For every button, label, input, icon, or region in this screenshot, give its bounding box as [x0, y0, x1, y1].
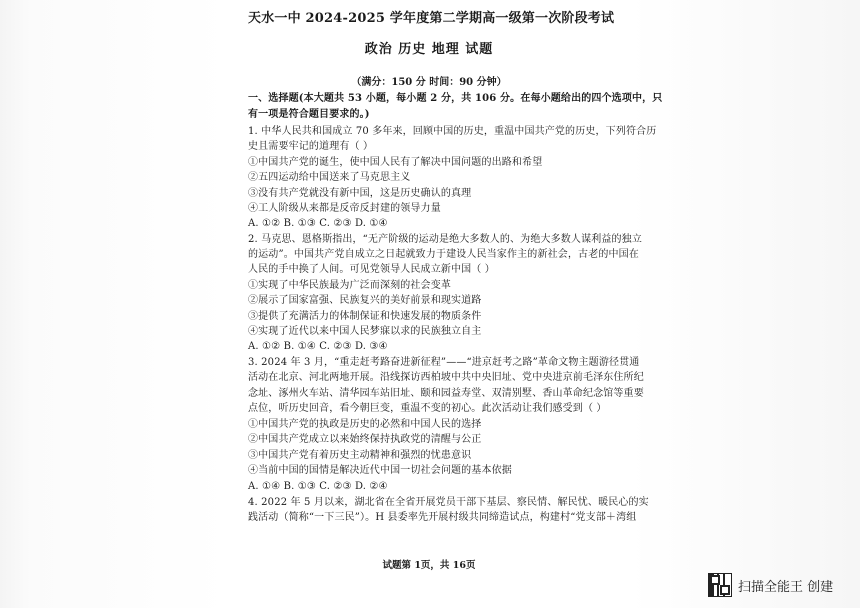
question-1-stem: 史且需要牢记的道理有（ ）: [248, 141, 374, 152]
question-1-option: ①中国共产党的诞生，使中国人民有了解决中国问题的出路和希望: [248, 157, 543, 168]
question-2-option: ②展示了国家富强、民族复兴的美好前景和现实道路: [248, 295, 482, 306]
question-2-option: ③提供了充满活力的体制保证和快速发展的物质条件: [248, 311, 482, 322]
exam-subtitle: 政治 历史 地理 试题: [364, 42, 494, 57]
watermark-text: 扫描全能王 创建: [738, 579, 834, 595]
section-heading: 有一项是符合题目要求的。): [248, 109, 370, 120]
question-2-stem: 2. 马克思、恩格斯指出，“无产阶级的运动是绝大多数人的、为绝大多数人谋利益的独立: [248, 234, 642, 245]
question-3-stem: 活动在北京、河北两地开展。沿线探访西柏坡中共中央旧址、党中央进京前毛泽东住所纪: [248, 372, 644, 383]
question-3-stem: 3. 2024 年 3 月，“重走赶考路奋进新征程”——“进京赶考之路”革命文物主题游径贯通: [248, 357, 640, 368]
question-1-option: ④工人阶级从来都是反帝反封建的领导力量: [248, 203, 441, 214]
question-3-stem: 念址、涿州火车站、清华园车站旧址、颐和园益寿堂、双清别墅、香山革命纪念馆等重要: [248, 388, 644, 399]
question-4-stem: 4. 2022 年 5 月以来，湖北省在全省开展党员干部下基层、察民情、解民忧、暖民心的实: [248, 497, 649, 508]
qr-code-icon: [708, 573, 732, 597]
question-2-option: ④实现了近代以来中国人民梦寐以求的民族独立自主: [248, 326, 482, 337]
question-1-option: ②五四运动给中国送来了马克思主义: [248, 172, 411, 183]
exam-meta: （满分：150 分 时间：90 分钟）: [351, 77, 507, 88]
question-1-stem: 1. 中华人民共和国成立 70 多年来，回顾中国的历史，重温中国共产党的历史，下列符合历: [248, 126, 657, 137]
exam-title: 天水一中 2024-2025 学年度第二学期高一级第一次阶段考试: [248, 11, 615, 26]
question-3-choices: A. ①④ B. ①③ C. ②③ D. ②④: [248, 481, 388, 492]
question-4-stem: 践活动（简称“一下三民”）。H 县委率先开展村级共同缔造试点，构建村“党支部＋湾组: [248, 512, 637, 523]
question-3-stem: 点位，听历史回音，看今朝巨变，重温不变的初心。此次活动让我们感受到（ ）: [248, 403, 607, 414]
question-1-option: ③没有共产党就没有新中国，这是历史确认的真理: [248, 188, 472, 199]
question-3-option: ①中国共产党的执政是历史的必然和中国人民的选择: [248, 419, 482, 430]
section-heading: 一、选择题(本大题共 53 小题，每小题 2 分，共 106 分。在每小题给出的四个选项中，只: [248, 93, 663, 104]
scanner-watermark: [708, 573, 833, 597]
question-3-option: ④当前中国的国情是解决近代中国一切社会问题的基本依据: [248, 465, 512, 476]
question-2-stem: 的运动”。中国共产党自成立之日起就致力于建设人民当家作主的新社会，古老的中国在: [248, 249, 639, 260]
question-2-option: ①实现了中华民族最为广泛而深刻的社会变革: [248, 280, 451, 291]
question-1-choices: A. ①② B. ①③ C. ②③ D. ①④: [248, 218, 388, 229]
question-3-option: ②中国共产党成立以来始终保持执政党的清醒与公正: [248, 434, 482, 445]
page-footer: 试题第 1页，共 16页: [382, 560, 476, 571]
question-2-stem: 人民的手中换了人间。可见党领导人民成立新中国（ ）: [248, 264, 495, 275]
question-2-choices: A. ①② B. ①④ C. ②③ D. ③④: [248, 341, 388, 352]
question-3-option: ③中国共产党有着历史主动精神和强烈的忧患意识: [248, 450, 472, 461]
